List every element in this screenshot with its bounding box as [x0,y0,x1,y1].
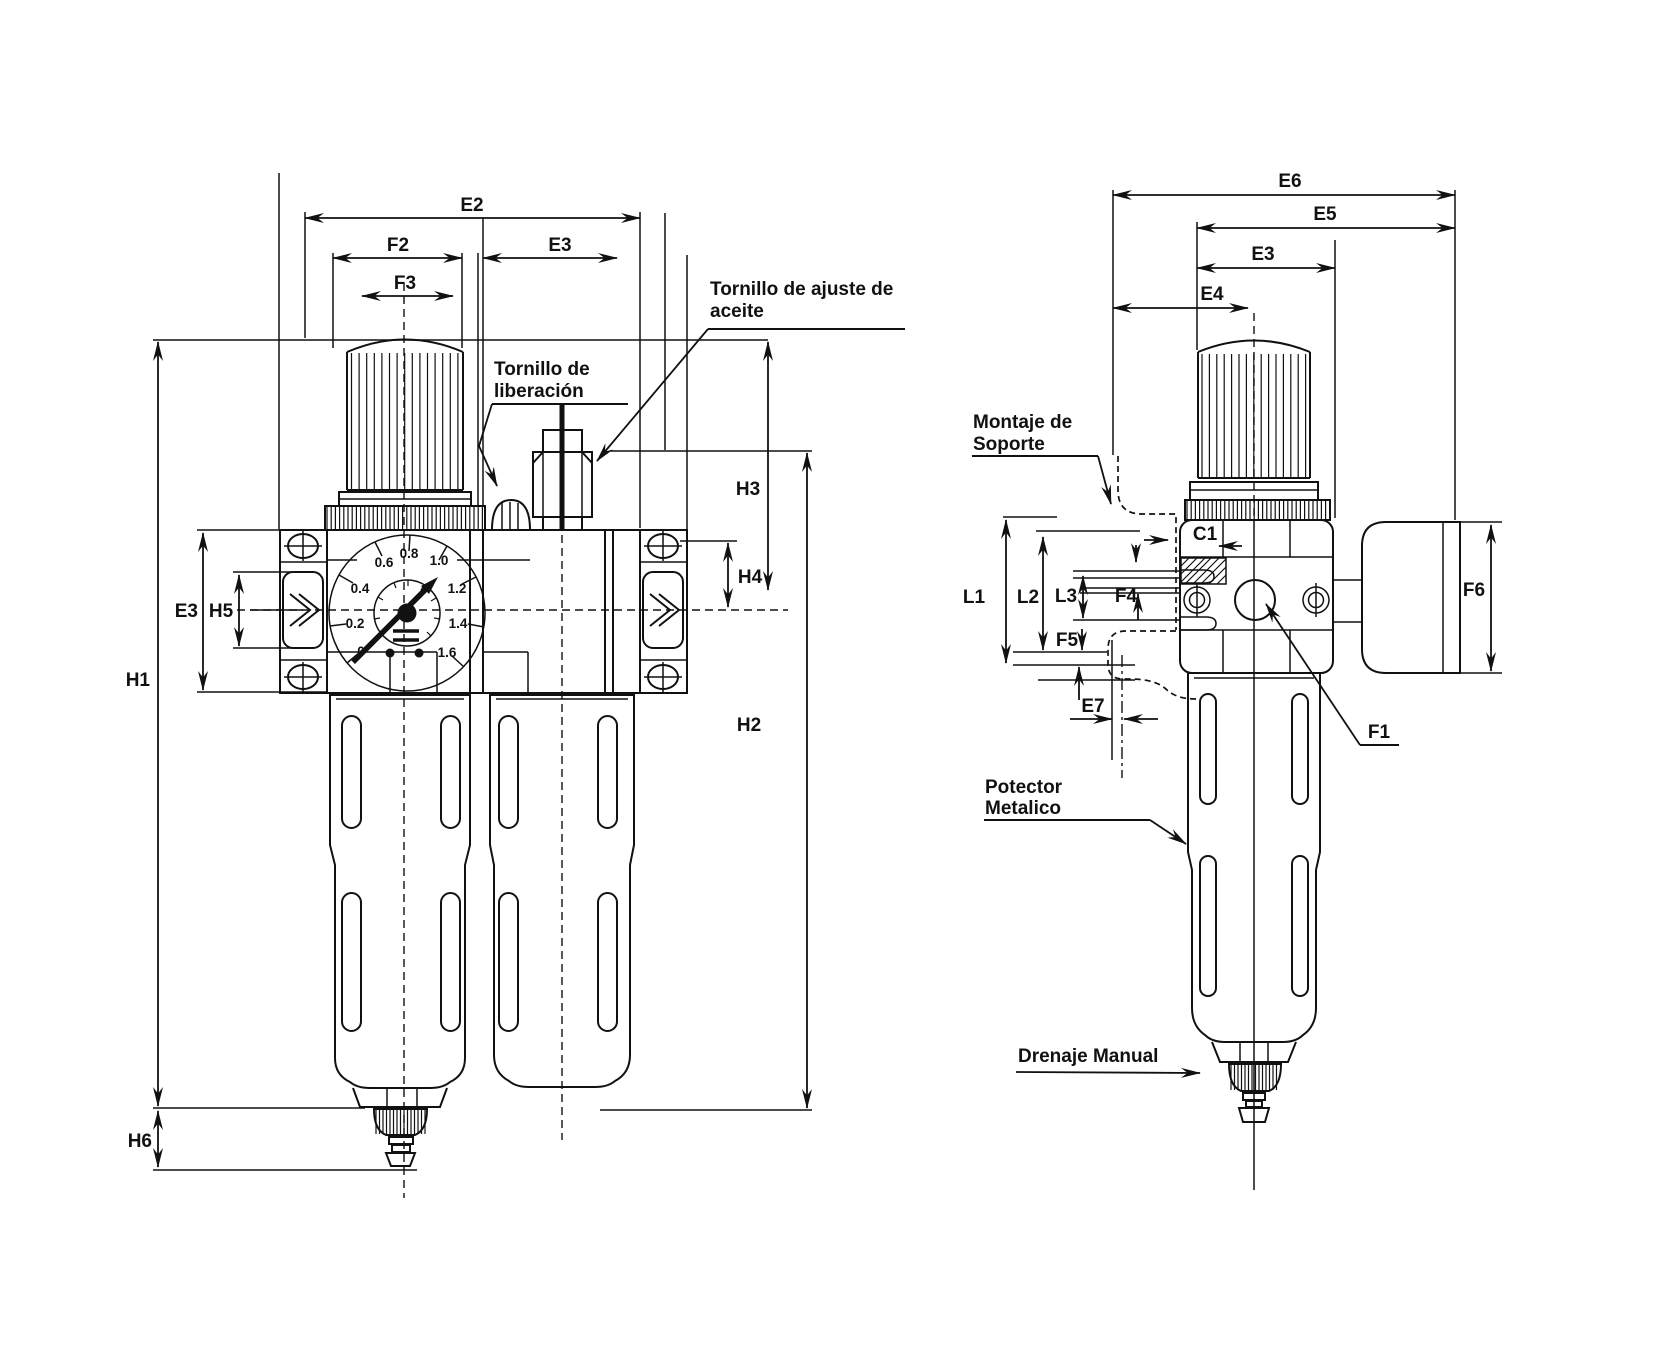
gauge-scale-numbers [346,546,468,660]
dim-label-c1: C1 [1192,524,1218,545]
side-gauge [1333,522,1460,673]
bracket-hatch-section [1181,558,1226,584]
dim-label-f5: F5 [1055,630,1079,651]
note-drain: Drenaje Manual [1018,1046,1159,1067]
dim-label-h2: H2 [736,715,762,736]
left-center-lines [237,283,788,1198]
note-release-line1: Tornillo de [494,359,590,380]
manual-drain-left [353,1088,447,1166]
gauge-number-10: 1.0 [429,553,449,568]
note-guard-line1: Potector [985,777,1063,798]
regulator-knob [325,340,485,531]
dim-label-e3-right: E3 [1251,244,1275,265]
body-screw-right [1303,583,1329,617]
oil-adjust-screw [533,405,592,530]
dim-label-l2: L2 [1016,587,1040,608]
gauge-number-0: 0 [357,644,365,659]
dim-label-f2: F2 [386,235,410,256]
right-regulator-knob [1185,341,1330,521]
dim-label-h3: H3 [735,479,761,500]
pressure-gauge [329,535,485,691]
right-extension-lines [1003,190,1502,778]
note-guard-line2: Metalico [985,798,1062,819]
dim-label-h1: H1 [125,670,150,691]
gauge-number-14: 1.4 [448,616,468,631]
gauge-number-02: 0.2 [345,616,365,631]
dim-label-f4: F4 [1114,586,1138,607]
dim-label-h6: H6 [127,1131,152,1152]
dim-label-e3-side: E3 [174,601,198,622]
release-screw [492,500,530,530]
note-oil-adjust-line2: aceite [710,301,764,322]
filter-bowl [330,695,470,1166]
note-bracket-line2: Soporte [973,434,1045,455]
dim-label-l1: L1 [962,587,986,608]
right-view [963,171,1502,1190]
dim-label-e7: E7 [1081,696,1105,717]
right-view-dimensions [963,171,1491,745]
combo-body [280,530,687,693]
right-view-annotations [972,412,1200,1073]
dim-label-f6: F6 [1462,580,1486,601]
gauge-number-12: 1.2 [447,581,467,596]
gauge-number-06: 0.6 [374,555,394,570]
note-bracket-line1: Montaje de [973,412,1073,433]
flow-window-right [643,572,683,648]
mount-bolt-bottom-left [284,662,322,692]
body-screw-left [1184,583,1210,617]
gauge-number-04: 0.4 [350,581,370,596]
dim-label-e4: E4 [1200,284,1224,305]
note-oil-adjust-line1: Tornillo de ajuste de [710,279,894,300]
left-view [126,173,905,1198]
mount-bolt-top-left [284,531,322,561]
gauge-number-16: 1.6 [437,645,457,660]
dim-label-l3: L3 [1054,586,1078,607]
dim-label-h4: H4 [737,567,763,588]
note-release-line2: liberación [494,381,584,402]
mount-bolt-top-right [644,531,682,561]
dim-label-f1: F1 [1367,722,1391,743]
dim-label-e6: E6 [1278,171,1302,192]
left-view-dimensions [126,195,807,1167]
dim-label-f3: F3 [393,273,417,294]
mount-bolt-bottom-right [644,662,682,692]
gauge-number-08: 0.8 [399,546,419,561]
dim-label-e3-top: E3 [548,235,572,256]
dim-label-e2: E2 [460,195,484,216]
dim-label-h5: H5 [208,601,234,622]
dim-label-e5: E5 [1313,204,1337,225]
